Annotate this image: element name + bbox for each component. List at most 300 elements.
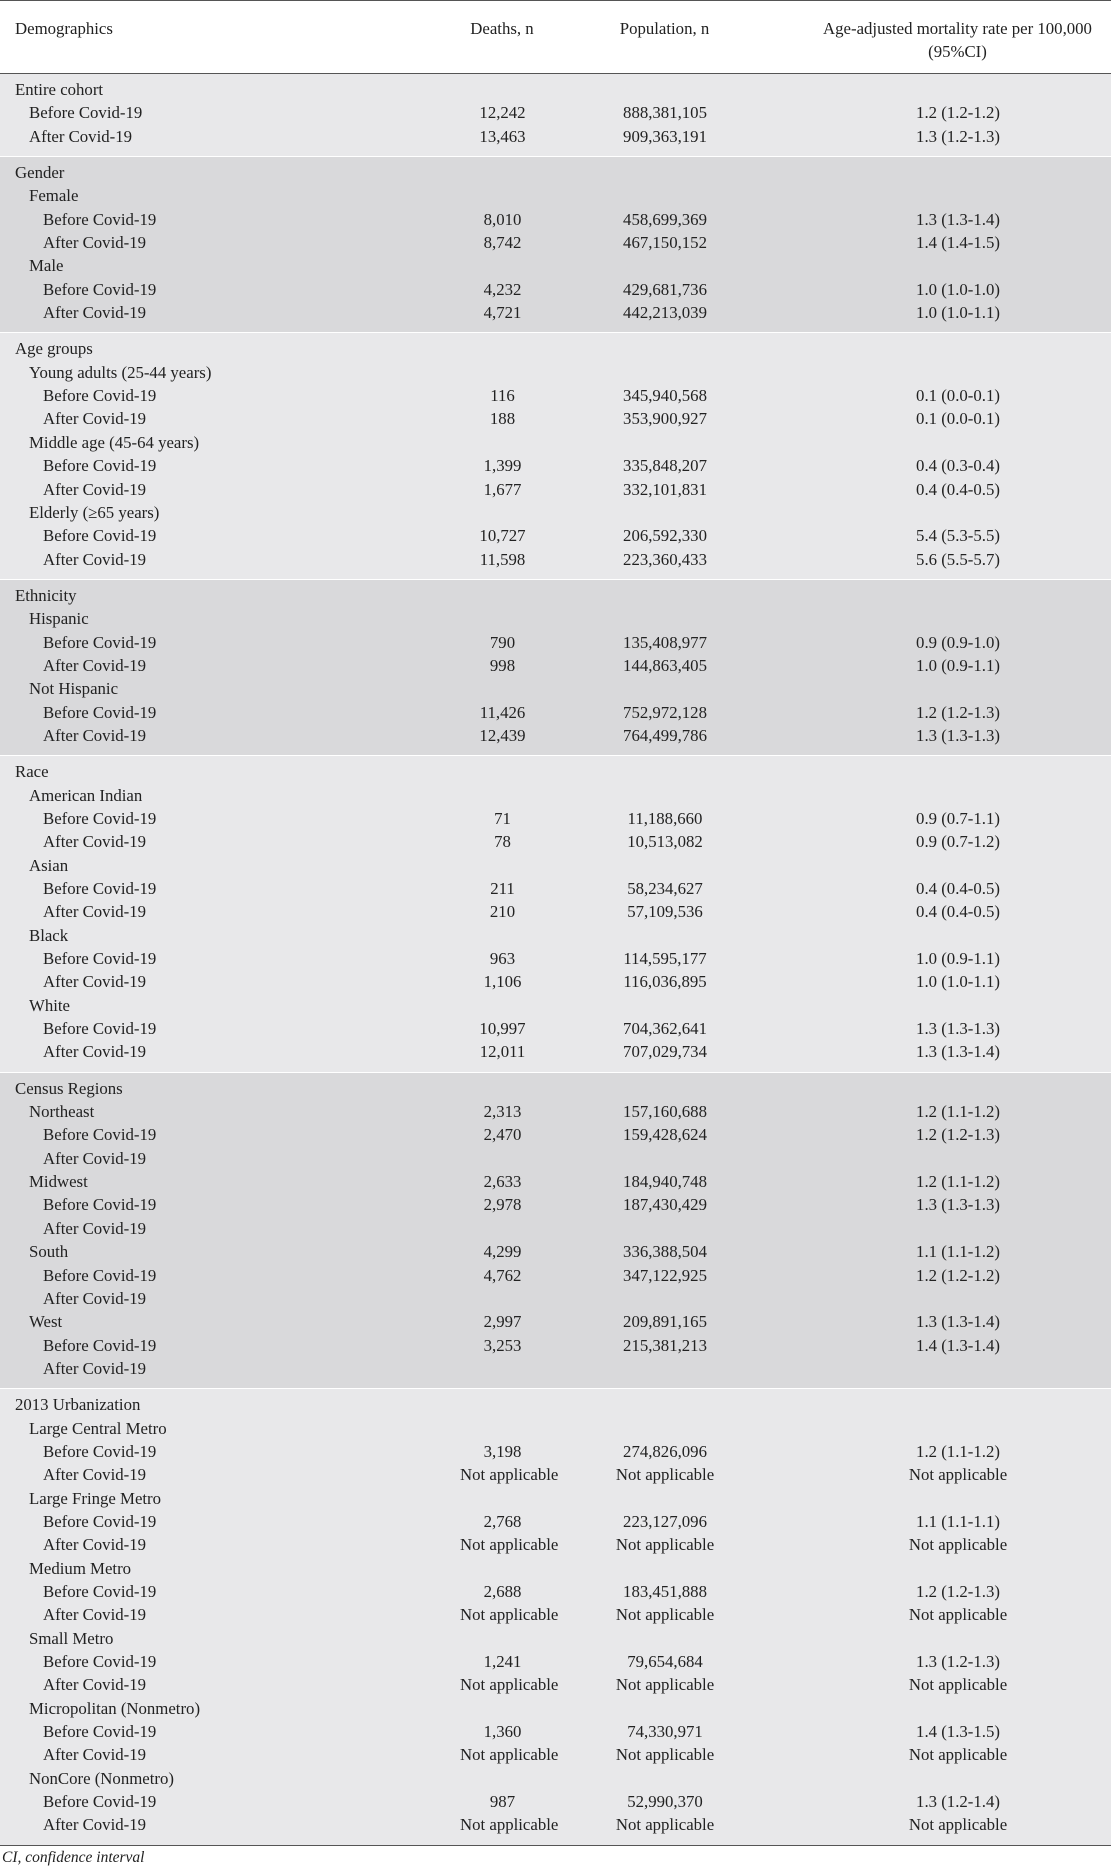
row-label: Census Regions (0, 1072, 380, 1100)
deaths-cell: 211 (380, 877, 545, 900)
table-row (0, 877, 1111, 900)
population-cell: 10,513,082 (545, 830, 775, 853)
deaths-cell: 188 (380, 407, 545, 430)
population-cell: 159,428,624 (545, 1123, 775, 1146)
deaths-cell (380, 607, 545, 630)
rate-cell: 1.3 (1.2-1.4) (775, 1790, 1111, 1813)
row-label: Before Covid-19 (0, 1264, 380, 1287)
rate-cell (775, 184, 1111, 207)
row-label: After Covid-19 (0, 407, 380, 430)
row-label: Before Covid-19 (0, 1193, 380, 1216)
row-label: After Covid-19 (0, 724, 380, 756)
table-row (0, 677, 1111, 700)
rate-cell (775, 994, 1111, 1017)
deaths-cell: 2,688 (380, 1580, 545, 1603)
row-label: Before Covid-19 (0, 701, 380, 724)
table-row (0, 1193, 1111, 1216)
rate-cell: Not applicable (775, 1533, 1111, 1556)
rate-cell: 0.4 (0.4-0.5) (775, 877, 1111, 900)
deaths-cell: 963 (380, 947, 545, 970)
table-row (0, 333, 1111, 361)
table-group (0, 333, 1111, 579)
population-cell (545, 854, 775, 877)
population-cell: 144,863,405 (545, 654, 775, 677)
rate-cell (775, 333, 1111, 361)
population-cell (545, 1389, 775, 1417)
deaths-cell: 790 (380, 631, 545, 654)
table-group (0, 756, 1111, 1072)
population-cell: 157,160,688 (545, 1100, 775, 1123)
table-row (0, 1557, 1111, 1580)
table-group (0, 1389, 1111, 1845)
population-cell (545, 1417, 775, 1440)
rate-cell: 1.2 (1.2-1.3) (775, 701, 1111, 724)
rate-cell (775, 361, 1111, 384)
deaths-cell (380, 333, 545, 361)
deaths-cell: 4,232 (380, 278, 545, 301)
population-cell: 347,122,925 (545, 1264, 775, 1287)
row-label: After Covid-19 (0, 301, 380, 333)
population-cell: Not applicable (545, 1813, 775, 1844)
rate-cell (775, 677, 1111, 700)
population-cell (545, 784, 775, 807)
deaths-cell (380, 924, 545, 947)
rate-cell: Not applicable (775, 1813, 1111, 1844)
table-row (0, 454, 1111, 477)
rate-cell (775, 607, 1111, 630)
table-row (0, 1487, 1111, 1510)
deaths-cell: 116 (380, 384, 545, 407)
table-row (0, 607, 1111, 630)
deaths-cell: 2,978 (380, 1193, 545, 1216)
population-cell: 764,499,786 (545, 724, 775, 756)
deaths-cell: 13,463 (380, 125, 545, 157)
population-cell: 467,150,152 (545, 231, 775, 254)
rate-cell (775, 756, 1111, 784)
table-row (0, 579, 1111, 607)
table-row (0, 1650, 1111, 1673)
deaths-cell (380, 1217, 545, 1240)
row-label: After Covid-19 (0, 1357, 380, 1389)
deaths-cell (380, 1287, 545, 1310)
row-label: Before Covid-19 (0, 1017, 380, 1040)
deaths-cell: Not applicable (380, 1463, 545, 1486)
population-cell: 353,900,927 (545, 407, 775, 430)
row-label: Before Covid-19 (0, 278, 380, 301)
table-row (0, 654, 1111, 677)
population-cell (545, 184, 775, 207)
deaths-cell: 1,360 (380, 1720, 545, 1743)
rate-cell (775, 431, 1111, 454)
table-row (0, 231, 1111, 254)
population-cell: 345,940,568 (545, 384, 775, 407)
table-row (0, 384, 1111, 407)
rate-cell: 1.3 (1.3-1.3) (775, 1017, 1111, 1040)
deaths-cell: 8,742 (380, 231, 545, 254)
table-row (0, 1603, 1111, 1626)
table-row (0, 1533, 1111, 1556)
table-row (0, 1417, 1111, 1440)
table-row (0, 970, 1111, 993)
table-row (0, 1357, 1111, 1389)
row-label: After Covid-19 (0, 970, 380, 993)
rate-cell: 1.2 (1.1-1.2) (775, 1170, 1111, 1193)
table-row (0, 125, 1111, 157)
table-row (0, 1389, 1111, 1417)
row-label: Male (0, 254, 380, 277)
row-label: Black (0, 924, 380, 947)
population-cell (545, 1357, 775, 1389)
table-row (0, 631, 1111, 654)
rate-cell: 1.4 (1.3-1.5) (775, 1720, 1111, 1743)
row-label: Large Central Metro (0, 1417, 380, 1440)
rate-cell (775, 784, 1111, 807)
table-row (0, 701, 1111, 724)
population-cell: 429,681,736 (545, 278, 775, 301)
population-cell: 52,990,370 (545, 1790, 775, 1813)
population-cell (545, 1287, 775, 1310)
header-row (0, 1, 1111, 74)
deaths-cell: 2,313 (380, 1100, 545, 1123)
row-label: Micropolitan (Nonmetro) (0, 1697, 380, 1720)
deaths-cell (380, 184, 545, 207)
table-row (0, 1310, 1111, 1333)
rate-cell: 0.1 (0.0-0.1) (775, 384, 1111, 407)
population-cell (545, 756, 775, 784)
rate-cell: 0.4 (0.3-0.4) (775, 454, 1111, 477)
deaths-cell: 8,010 (380, 208, 545, 231)
row-label: 2013 Urbanization (0, 1389, 380, 1417)
deaths-cell (380, 994, 545, 1017)
row-label: Before Covid-19 (0, 1580, 380, 1603)
rate-cell (775, 1389, 1111, 1417)
table-row (0, 1790, 1111, 1813)
table-row (0, 1440, 1111, 1463)
deaths-cell: 11,426 (380, 701, 545, 724)
deaths-cell (380, 361, 545, 384)
rate-cell: 1.4 (1.3-1.4) (775, 1334, 1111, 1357)
row-label: Race (0, 756, 380, 784)
table-row (0, 1334, 1111, 1357)
deaths-cell: Not applicable (380, 1603, 545, 1626)
row-label: South (0, 1240, 380, 1263)
row-label: Before Covid-19 (0, 1334, 380, 1357)
table-row (0, 501, 1111, 524)
rate-cell: 1.1 (1.1-1.1) (775, 1510, 1111, 1533)
population-cell: 114,595,177 (545, 947, 775, 970)
population-cell: Not applicable (545, 1463, 775, 1486)
rate-cell: 1.2 (1.2-1.2) (775, 1264, 1111, 1287)
population-cell: 458,699,369 (545, 208, 775, 231)
deaths-cell: Not applicable (380, 1533, 545, 1556)
table-row (0, 1287, 1111, 1310)
rate-cell: 1.2 (1.2-1.3) (775, 1580, 1111, 1603)
rate-cell: 1.0 (0.9-1.1) (775, 947, 1111, 970)
deaths-cell: 12,011 (380, 1040, 545, 1072)
rate-cell (775, 924, 1111, 947)
table-row (0, 431, 1111, 454)
table-row (0, 1743, 1111, 1766)
population-cell: 74,330,971 (545, 1720, 775, 1743)
rate-cell: 0.4 (0.4-0.5) (775, 900, 1111, 923)
deaths-cell (380, 677, 545, 700)
row-label: After Covid-19 (0, 231, 380, 254)
rate-cell: 5.4 (5.3-5.5) (775, 524, 1111, 547)
table-row (0, 301, 1111, 333)
table-row (0, 1580, 1111, 1603)
rate-cell: 1.1 (1.1-1.2) (775, 1240, 1111, 1263)
deaths-cell: 10,727 (380, 524, 545, 547)
rate-cell: 1.3 (1.2-1.3) (775, 125, 1111, 157)
deaths-cell (380, 1487, 545, 1510)
deaths-cell (380, 1072, 545, 1100)
row-label: After Covid-19 (0, 830, 380, 853)
table-row (0, 924, 1111, 947)
table-row (0, 724, 1111, 756)
row-label: After Covid-19 (0, 1813, 380, 1844)
rate-cell: Not applicable (775, 1673, 1111, 1696)
population-cell: 79,654,684 (545, 1650, 775, 1673)
table-footer (0, 1845, 1111, 1870)
table-row (0, 101, 1111, 124)
table-row (0, 548, 1111, 580)
deaths-cell: Not applicable (380, 1673, 545, 1696)
population-cell (545, 1487, 775, 1510)
rate-cell: 1.3 (1.3-1.3) (775, 724, 1111, 756)
table-row (0, 1813, 1111, 1844)
footnote-row (0, 1845, 1111, 1870)
row-label: Asian (0, 854, 380, 877)
deaths-cell (380, 501, 545, 524)
row-label: Medium Metro (0, 1557, 380, 1580)
table-row (0, 1720, 1111, 1743)
row-label: Not Hispanic (0, 677, 380, 700)
row-label: After Covid-19 (0, 1147, 380, 1170)
row-label: Midwest (0, 1170, 380, 1193)
population-cell: 116,036,895 (545, 970, 775, 993)
deaths-cell (380, 254, 545, 277)
row-label: Before Covid-19 (0, 454, 380, 477)
population-cell (545, 1072, 775, 1100)
population-cell: Not applicable (545, 1533, 775, 1556)
row-label: Before Covid-19 (0, 807, 380, 830)
header-rate: Age-adjusted mortality rate per 100,000 (95%CI) (775, 1, 1111, 74)
deaths-cell: 3,253 (380, 1334, 545, 1357)
table-row (0, 1100, 1111, 1123)
deaths-cell: 987 (380, 1790, 545, 1813)
population-cell: 752,972,128 (545, 701, 775, 724)
deaths-cell (380, 157, 545, 185)
row-label: After Covid-19 (0, 1673, 380, 1696)
table-row (0, 900, 1111, 923)
population-cell (545, 1217, 775, 1240)
row-label: Before Covid-19 (0, 947, 380, 970)
deaths-cell (380, 1417, 545, 1440)
population-cell (545, 431, 775, 454)
deaths-cell: 2,997 (380, 1310, 545, 1333)
row-label: Before Covid-19 (0, 1440, 380, 1463)
deaths-cell (380, 579, 545, 607)
row-label: After Covid-19 (0, 900, 380, 923)
header-population: Population, n (545, 1, 775, 74)
table-row (0, 830, 1111, 853)
deaths-cell (380, 74, 545, 101)
deaths-cell: Not applicable (380, 1743, 545, 1766)
row-label: Age groups (0, 333, 380, 361)
row-label: Hispanic (0, 607, 380, 630)
table-row (0, 254, 1111, 277)
table-row (0, 1123, 1111, 1146)
population-cell: 184,940,748 (545, 1170, 775, 1193)
rate-cell (775, 1487, 1111, 1510)
deaths-cell: 4,299 (380, 1240, 545, 1263)
population-cell: 58,234,627 (545, 877, 775, 900)
rate-cell: 1.3 (1.3-1.4) (775, 208, 1111, 231)
deaths-cell: 998 (380, 654, 545, 677)
rate-cell: 1.0 (1.0-1.1) (775, 301, 1111, 333)
rate-cell (775, 501, 1111, 524)
population-cell (545, 994, 775, 1017)
row-label: After Covid-19 (0, 654, 380, 677)
row-label: After Covid-19 (0, 1463, 380, 1486)
deaths-cell: 1,677 (380, 478, 545, 501)
population-cell (545, 501, 775, 524)
row-label: Middle age (45-64 years) (0, 431, 380, 454)
deaths-cell (380, 1147, 545, 1170)
row-label: After Covid-19 (0, 548, 380, 580)
population-cell: 707,029,734 (545, 1040, 775, 1072)
table-row (0, 1767, 1111, 1790)
row-label: Before Covid-19 (0, 1790, 380, 1813)
deaths-cell (380, 756, 545, 784)
deaths-cell (380, 1627, 545, 1650)
deaths-cell: 4,721 (380, 301, 545, 333)
table-header (0, 1, 1111, 74)
rate-cell: 5.6 (5.5-5.7) (775, 548, 1111, 580)
row-label: Before Covid-19 (0, 101, 380, 124)
rate-cell: 0.9 (0.7-1.1) (775, 807, 1111, 830)
rate-cell: 1.0 (1.0-1.1) (775, 970, 1111, 993)
population-cell (545, 607, 775, 630)
row-label: Female (0, 184, 380, 207)
population-cell: 206,592,330 (545, 524, 775, 547)
population-cell: Not applicable (545, 1743, 775, 1766)
population-cell: 442,213,039 (545, 301, 775, 333)
table-row (0, 1147, 1111, 1170)
table-row (0, 478, 1111, 501)
table-row (0, 1673, 1111, 1696)
population-cell: 223,360,433 (545, 548, 775, 580)
population-cell: Not applicable (545, 1673, 775, 1696)
table-row (0, 1510, 1111, 1533)
row-label: Before Covid-19 (0, 524, 380, 547)
table-row (0, 947, 1111, 970)
deaths-cell (380, 1557, 545, 1580)
table-row (0, 184, 1111, 207)
deaths-cell (380, 1767, 545, 1790)
deaths-cell (380, 784, 545, 807)
deaths-cell (380, 431, 545, 454)
rate-cell: 0.9 (0.9-1.0) (775, 631, 1111, 654)
rate-cell: Not applicable (775, 1463, 1111, 1486)
table-row (0, 1627, 1111, 1650)
row-label: Northeast (0, 1100, 380, 1123)
table-row (0, 1072, 1111, 1100)
deaths-cell: 2,633 (380, 1170, 545, 1193)
header-deaths: Deaths, n (380, 1, 545, 74)
population-cell: 274,826,096 (545, 1440, 775, 1463)
deaths-cell: 1,399 (380, 454, 545, 477)
row-label: Before Covid-19 (0, 877, 380, 900)
population-cell (545, 1627, 775, 1650)
row-label: After Covid-19 (0, 1533, 380, 1556)
table-row (0, 1170, 1111, 1193)
table-row (0, 407, 1111, 430)
deaths-cell (380, 854, 545, 877)
table-row (0, 208, 1111, 231)
table-row (0, 994, 1111, 1017)
population-cell (545, 1147, 775, 1170)
population-cell (545, 1557, 775, 1580)
population-cell: 909,363,191 (545, 125, 775, 157)
population-cell: 888,381,105 (545, 101, 775, 124)
table-row (0, 807, 1111, 830)
population-cell: 215,381,213 (545, 1334, 775, 1357)
table-group (0, 74, 1111, 157)
rate-cell: 1.2 (1.2-1.3) (775, 1123, 1111, 1146)
population-cell: 135,408,977 (545, 631, 775, 654)
table-row (0, 1264, 1111, 1287)
table-row (0, 74, 1111, 101)
row-label: Small Metro (0, 1627, 380, 1650)
table-row (0, 157, 1111, 185)
row-label: After Covid-19 (0, 1743, 380, 1766)
rate-cell (775, 1697, 1111, 1720)
deaths-cell: 71 (380, 807, 545, 830)
deaths-cell: 12,242 (380, 101, 545, 124)
header-demographics: Demographics (0, 1, 380, 74)
rate-cell (775, 579, 1111, 607)
rate-cell (775, 1287, 1111, 1310)
rate-cell: 1.3 (1.3-1.3) (775, 1193, 1111, 1216)
deaths-cell: 1,241 (380, 1650, 545, 1673)
rate-cell: 0.1 (0.0-0.1) (775, 407, 1111, 430)
row-label: Before Covid-19 (0, 631, 380, 654)
deaths-cell: 210 (380, 900, 545, 923)
mortality-table (0, 0, 1111, 74)
table-row (0, 854, 1111, 877)
rate-cell (775, 157, 1111, 185)
rate-cell: 0.4 (0.4-0.5) (775, 478, 1111, 501)
footnote: CI, confidence interval (0, 1845, 1111, 1870)
deaths-cell: 4,762 (380, 1264, 545, 1287)
row-label: Before Covid-19 (0, 1510, 380, 1533)
rate-cell: 1.2 (1.1-1.2) (775, 1100, 1111, 1123)
rate-cell (775, 1627, 1111, 1650)
row-label: After Covid-19 (0, 125, 380, 157)
deaths-cell: 3,198 (380, 1440, 545, 1463)
population-cell (545, 1767, 775, 1790)
deaths-cell: Not applicable (380, 1813, 545, 1844)
row-label: Before Covid-19 (0, 1720, 380, 1743)
population-cell: 187,430,429 (545, 1193, 775, 1216)
population-cell: 335,848,207 (545, 454, 775, 477)
deaths-cell: 2,768 (380, 1510, 545, 1533)
population-cell (545, 677, 775, 700)
row-label: American Indian (0, 784, 380, 807)
table-group (0, 579, 1111, 755)
row-label: NonCore (Nonmetro) (0, 1767, 380, 1790)
